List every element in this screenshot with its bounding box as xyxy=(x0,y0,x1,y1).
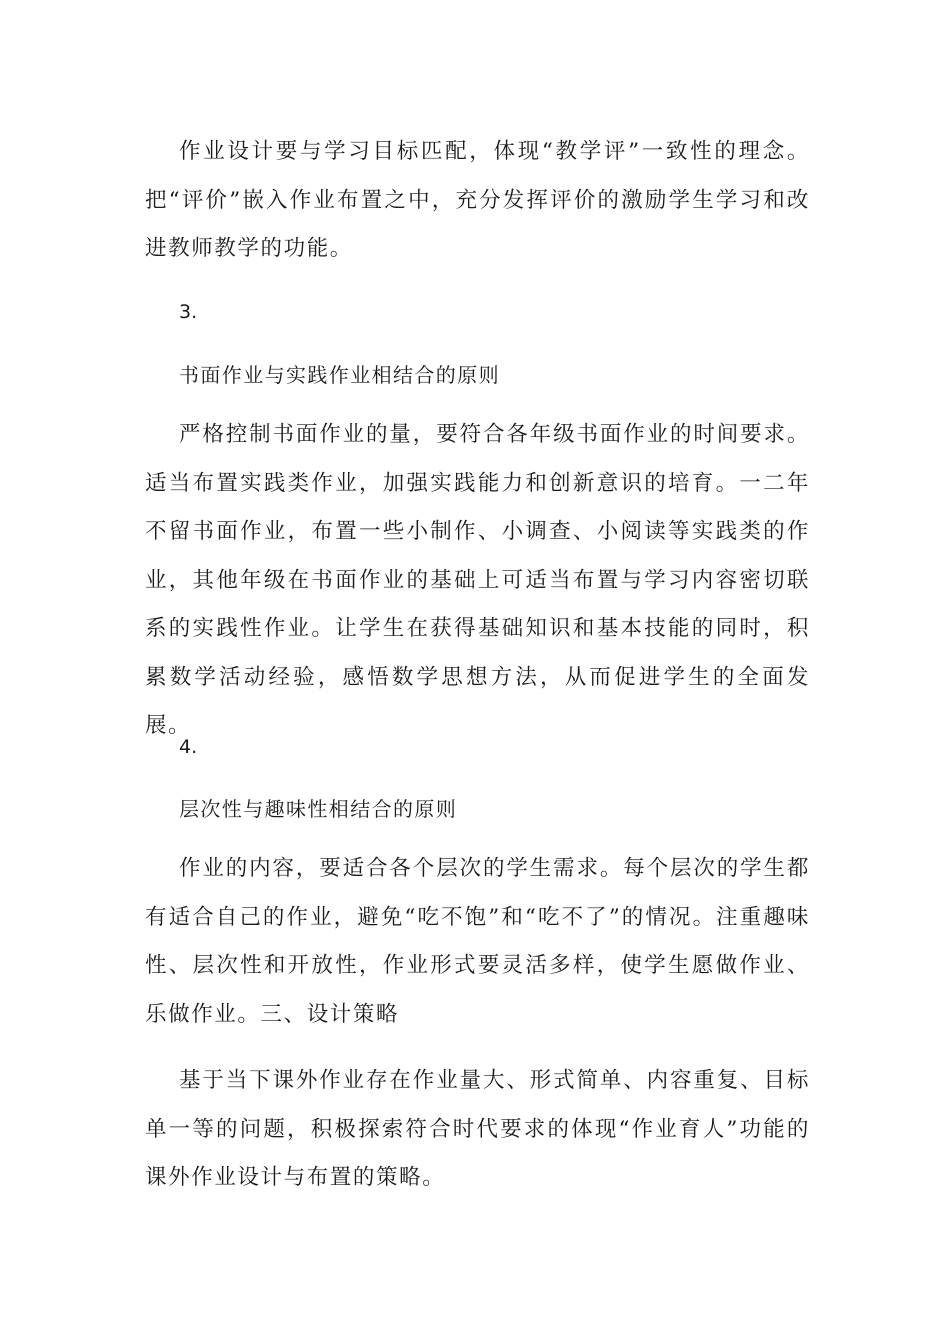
section-title-3: 书面作业与实践作业相结合的原则 xyxy=(179,363,500,387)
section-number-3: 3. xyxy=(179,301,198,323)
paragraph-written-practice: 严格控制书面作业的量，要符合各年级书面作业的时间要求。适当布置实践类作业，加强实践能力和创新意识的培育。一二年不留书面作业，布置一些小制作、小调查、小阅读等实践类的作业，其他年级在书面作业的基础上可适当布置与学习内容密切联系的实践性作业。让学生在获得基础知识和基本技能的同时，积累数学活动经验，感悟数学思想方法，从而促进学生的全面发展。 xyxy=(145,422,810,738)
paragraph-levels-interest: 作业的内容，要适合各个层次的学生需求。每个层次的学生都有适合自己的作业，避免“吃不饱”和“吃不了”的情况。注重趣味性、层次性和开放性，作业形式要灵活多样，使学生愿做作业、乐做作业。三、设计策略 xyxy=(145,856,810,1027)
paragraph-strategy: 基于当下课外作业存在作业量大、形式简单、内容重复、目标单一等的问题，积极探索符合时代要求的体现“作业育人”功能的课外作业设计与布置的策略。 xyxy=(145,1068,810,1190)
section-title-4: 层次性与趣味性相结合的原则 xyxy=(179,797,458,821)
section-number-4: 4. xyxy=(179,736,198,758)
paragraph-evaluation: 作业设计要与学习目标匹配，体现“教学评”一致性的理念。把“评价”嵌入作业布置之中，充分发挥评价的激励学生学习和改进教师教学的功能。 xyxy=(145,139,810,261)
